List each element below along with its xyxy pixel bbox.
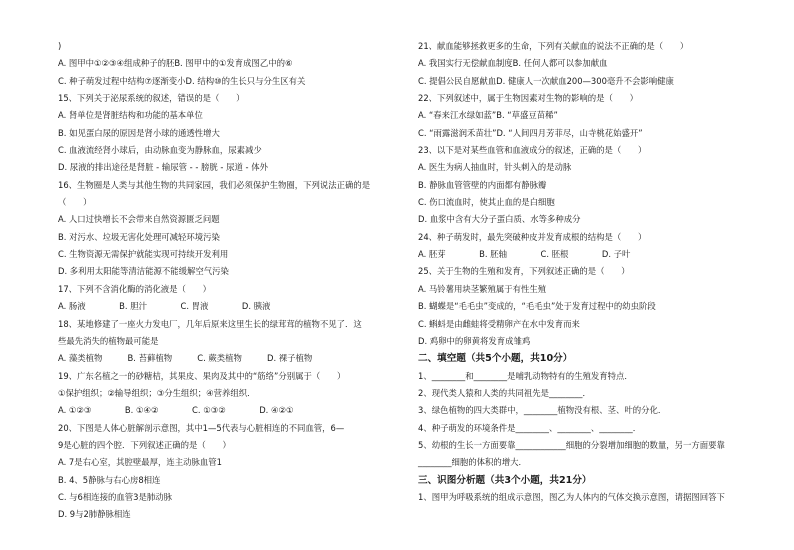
text-line: 22、下列叙述中，属于生物因素对生物的影响的是（ ） [418, 93, 639, 104]
text-line: A. 我国实行无偿献血制度B. 任何人都可以参加献血 [418, 58, 608, 69]
text-line: B. 对污水、垃圾无害化处理可减轻环境污染 [58, 231, 220, 242]
text-line: 23、以下是对某些血管和血液成分的叙述，正确的是（ ） [418, 145, 647, 156]
text-line: D. 鸡卵中的卵黄将发育成雏鸡 [418, 335, 531, 346]
text-line: 20、下图是人体心脏解剖示意图，其中1—5代表与心脏相连的不同血管，6— [58, 422, 345, 433]
text-line: A. 肾单位是肾脏结构和功能的基本单位 [58, 110, 203, 121]
text-line: A. 胚芽 B. 胚轴 C. 胚根 D. 子叶 [418, 249, 631, 260]
section-heading: 三、识图分析题（共3个小题，共21分） [418, 474, 592, 486]
text-line: D. 尿液的排出途径是肾脏 - 输尿管 - - 膀胱 - 尿道 - 体外 [58, 162, 268, 173]
text-line: 24、种子萌发时，最先突破种皮并发育成根的结构是（ ） [418, 231, 647, 242]
text-line: C. 蝌蚪是由雌蛙将受精卵产在水中发育而来 [418, 318, 580, 329]
text-line: 1、图甲为呼吸系统的组成示意图，图乙为人体内的气体交换示意图，请据图回答下 [418, 491, 725, 502]
text-line: A. 肠液 B. 胆汁 C. 胃液 D. 胰液 [58, 301, 271, 312]
text-line: 21、献血能够拯救更多的生命，下列有关献血的说法不正确的是（ ） [418, 41, 689, 51]
text-line: A. “春来江水绿如蓝”B. “草盛豆苗稀” [418, 110, 558, 121]
right-column [418, 38, 748, 506]
text-line: A. 人口过快增长不会带来自然资源匮乏问题 [58, 214, 220, 225]
text-line: C. 种子萌发过程中结构⑦逐渐变小D. 结构⑩的生长只与分生区有关 [58, 75, 306, 86]
text-line: 4、种子萌发的环境条件是________、________、________． [418, 422, 642, 433]
text-line: C. 血液流经肾小球后，由动脉血变为静脉血，尿素减少 [58, 145, 262, 156]
text-line: D. 血浆中含有大分子蛋白质、水等多种成分 [418, 214, 581, 225]
text-line: 17、下列不含消化酶的消化液是（ ） [58, 283, 212, 294]
text-line: A. 马铃薯用块茎繁殖属于有性生殖 [418, 283, 547, 294]
text-line: D. 9与2肺静脉相连 [58, 509, 131, 520]
text-line: 5、幼根的生长一方面要靠____________细胞的分裂增加细胞的数量，另一方面要靠 [418, 439, 725, 450]
text-line: C. 提倡公民自愿献血D. 健康人一次献血200—300毫升不会影响健康 [418, 75, 674, 86]
text-line: 19、广东名植之一的砂糖桔，其果皮、果肉及其中的“筋络”分别属于（ ） [58, 370, 346, 381]
text-line: A. ①②③ B. ①④② C. ①③② D. ④②① [58, 405, 294, 416]
text-line: A. 藻类植物 B. 苔藓植物 C. 蕨类植物 D. 裸子植物 [58, 353, 313, 364]
text-line: A. 7是右心室，其腔壁最厚，连主动脉血管1 [58, 457, 222, 468]
text-line: B. 静脉血管管壁的内面都有静脉瓣 [418, 179, 547, 190]
text-line: B. 4、5静脉与右心房8相连 [58, 474, 161, 485]
text-line: D. 多利用太阳能等清洁能源不能缓解空气污染 [58, 266, 229, 277]
text-line: B. 如见蛋白尿的原因是肾小球的通透性增大 [58, 127, 220, 138]
text-line: C. 伤口流血时，使其止血的是白细胞 [418, 197, 555, 208]
text-line: 16、生物圈是人类与其他生物的共同家园，我们必须保护生物圈，下列说法正确的是 [58, 179, 371, 190]
text-line: C. 生物资源无需保护就能实现可持续开发利用 [58, 249, 229, 260]
text-line: 些最先消失的植物最可能是 [58, 335, 159, 346]
left-column [58, 38, 383, 524]
section-heading: 二、填空题（共5个小题，共10分） [418, 353, 573, 365]
text-line: ________细胞的体积的增大． [418, 457, 527, 468]
text-line: C. “雨露滋润禾苗壮”D. “人间四月芳菲尽，山寺桃花始盛开” [418, 127, 643, 138]
text-line: 15、下列关于泌尿系统的叙述，错误的是（ ） [58, 93, 245, 104]
text-line: 1、________和________是哺乳动物特有的生殖发育特点． [418, 370, 633, 381]
text-line: ①保护组织；②输导组织；③分生组织；④营养组织． [58, 387, 256, 398]
text-line: A. 医生为病人抽血时，针头刺入的是动脉 [418, 162, 572, 173]
text-line: C. 与6相连接的血管3是肺动脉 [58, 491, 172, 502]
text-line: 2、现代类人猿和人类的共同祖先是________． [418, 387, 591, 398]
text-line: ) [58, 41, 62, 51]
text-line: 25、关于生物的生殖和发育，下列叙述正确的是（ ） [418, 266, 630, 277]
text-line: 9是心脏的四个腔．下列叙述正确的是（ ） [58, 439, 231, 450]
text-line: （ ） [58, 197, 92, 208]
text-line: B. 蝴蝶是“毛毛虫”变成的，“毛毛虫”处于发育过程中的幼虫阶段 [418, 301, 656, 312]
text-line: 18、某地修建了一座火力发电厂，几年后原来这里生长的绿茸茸的植物不见了．这 [58, 318, 362, 329]
text-line: A. 图甲中①②③④组成种子的胚B. 图甲中的①发育成图乙中的⑥ [58, 58, 293, 69]
text-line: 3、绿色植物的四大类群中，________植物没有根、茎、叶的分化． [418, 405, 667, 416]
